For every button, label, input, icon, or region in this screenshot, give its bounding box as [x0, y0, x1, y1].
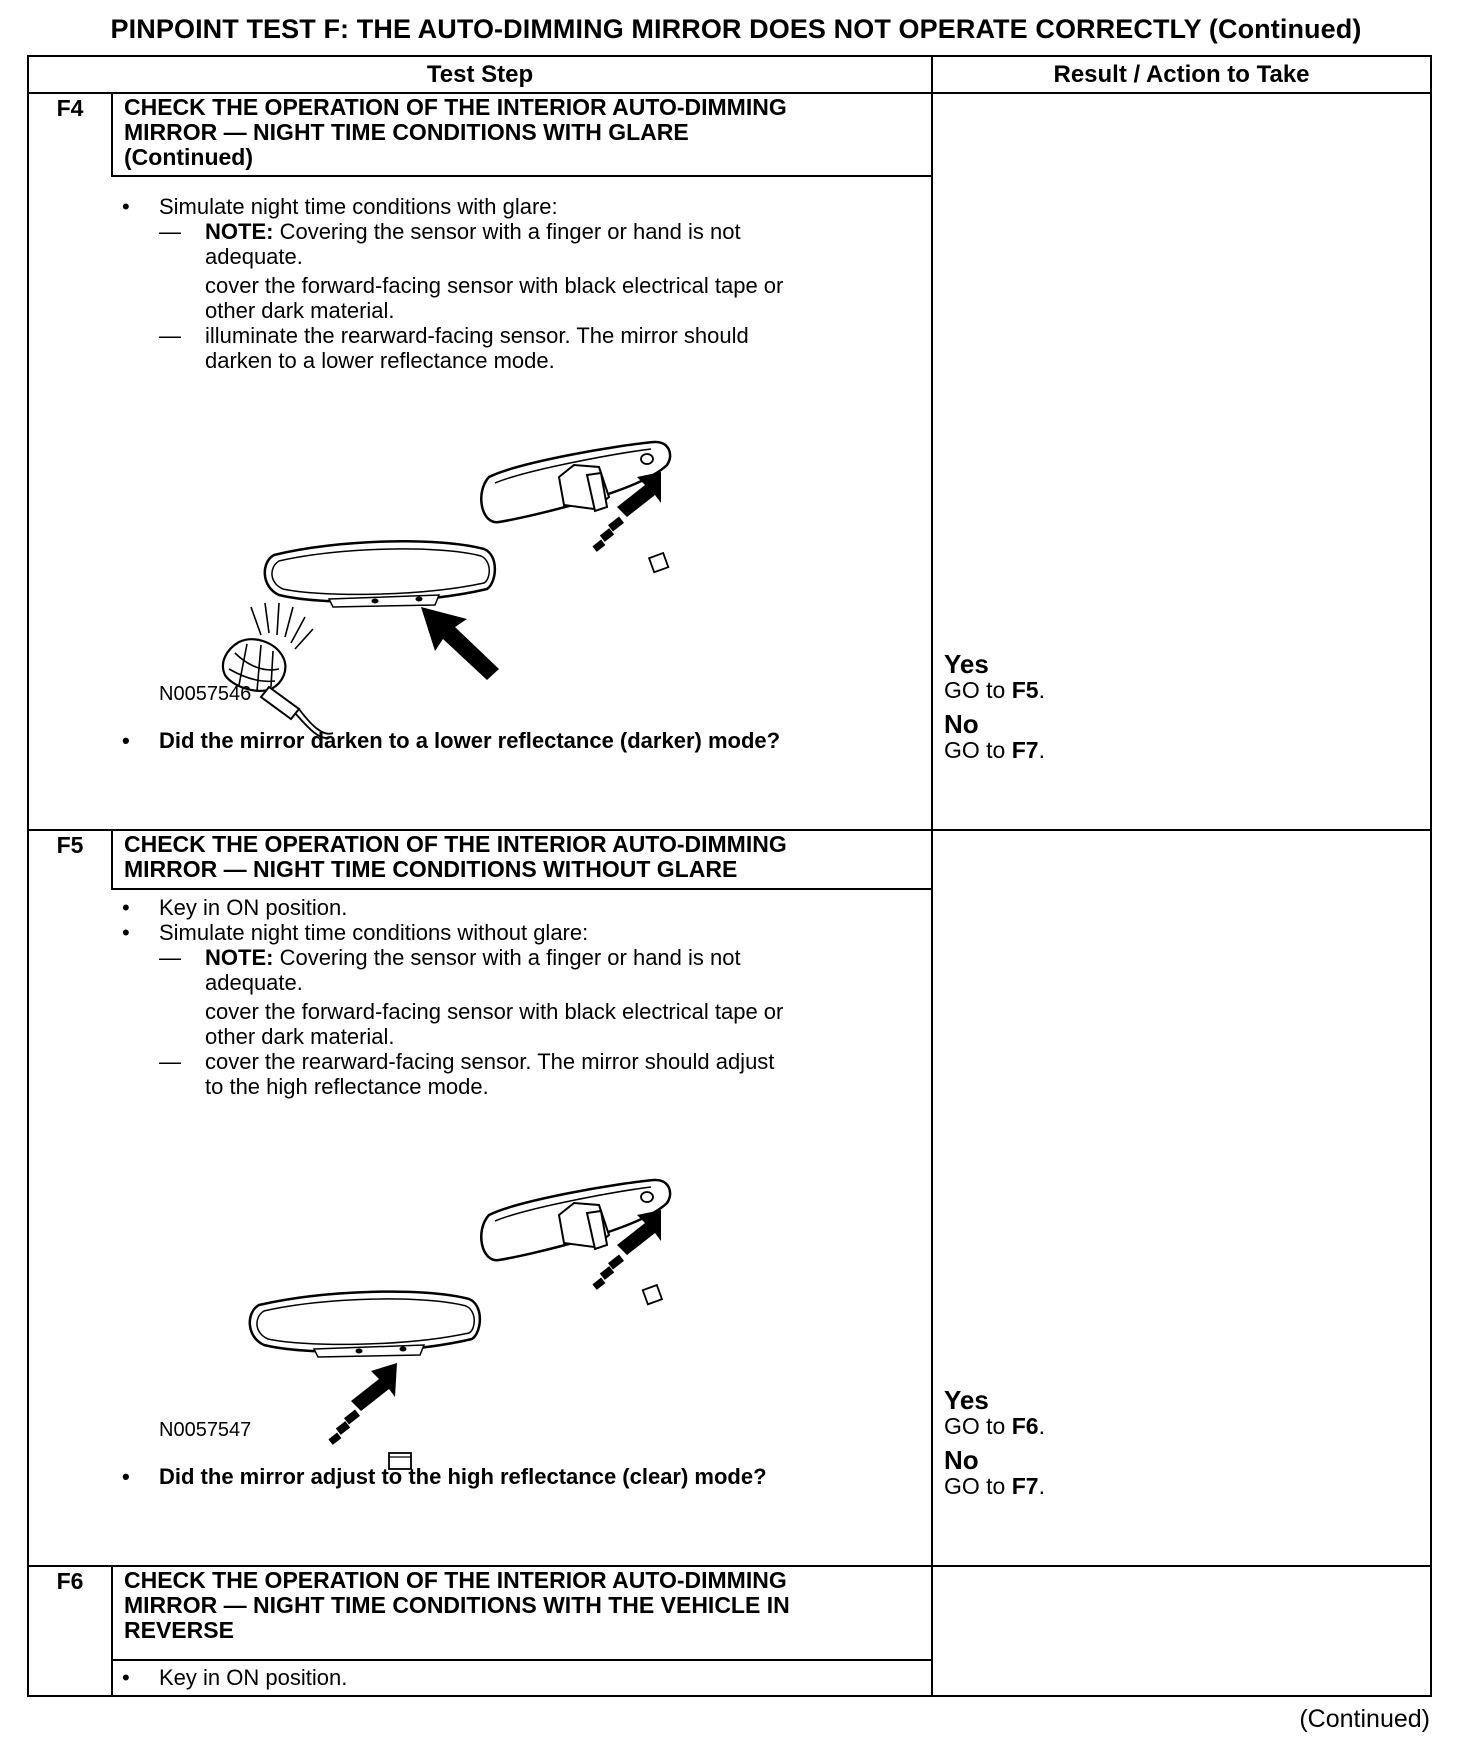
dash-mark: —	[159, 219, 181, 244]
note	[205, 219, 885, 244]
mirror-glare-illustration	[199, 437, 719, 767]
question-text: Did the mirror adjust to the high reflectance (clear) mode?	[159, 1464, 767, 1489]
result-yes-f5: Yes	[944, 1385, 989, 1415]
heading-line: (Continued)	[124, 144, 254, 170]
step-heading-f6	[124, 1568, 904, 1643]
id-divider-f6	[111, 1565, 113, 1695]
pinpoint-table	[27, 55, 1432, 1697]
heading-divider-f6	[111, 1659, 931, 1661]
instruction-line: darken to a lower reflectance mode.	[205, 348, 555, 373]
heading-divider-f4	[111, 175, 931, 177]
step-heading-f5	[124, 832, 904, 882]
id-divider-f4	[111, 92, 113, 175]
bullet-dot: •	[122, 728, 130, 753]
dash-mark: —	[159, 323, 181, 348]
step-heading-f4	[124, 95, 904, 170]
heading-divider-f5	[111, 888, 931, 890]
goto-link-f6[interactable]: F6	[1011, 1413, 1039, 1439]
note-text: Covering the sensor with a finger or hand is not	[273, 219, 741, 244]
bullet-text: Key in ON position.	[159, 1665, 348, 1690]
bullet-dot: •	[122, 1665, 130, 1690]
note-text: Covering the sensor with a finger or hand is not	[273, 945, 741, 970]
heading-line: MIRROR — NIGHT TIME CONDITIONS WITH GLARE	[124, 119, 689, 145]
goto-link-f7[interactable]: F7	[1011, 1473, 1039, 1499]
column-divider	[931, 57, 933, 1695]
note-label: NOTE:	[205, 945, 274, 970]
bullet-dot: •	[122, 895, 130, 920]
column-header-test-step: Test Step	[426, 61, 534, 88]
result-no-f5: No	[944, 1445, 979, 1475]
action-prefix: GO to	[944, 737, 1012, 763]
heading-line: MIRROR — NIGHT TIME CONDITIONS WITH THE VEHICLE IN	[124, 1592, 790, 1618]
mirror-no-glare-illustration	[239, 1175, 739, 1495]
figure-id-f4: N0057546	[159, 683, 252, 705]
result-yes-action-f5: GO to F6.	[944, 1413, 1045, 1439]
id-divider-f5	[111, 829, 113, 888]
step-id-f6: F6	[56, 1568, 84, 1594]
note-label: NOTE:	[205, 219, 274, 244]
result-yes-action-f4: GO to F5.	[944, 677, 1045, 703]
heading-line: CHECK THE OPERATION OF THE INTERIOR AUTO-DIMMING	[124, 94, 787, 120]
instruction-line: other dark material.	[205, 298, 395, 323]
instruction-line: cover the forward-facing sensor with black electrical tape or	[205, 999, 784, 1024]
dash-text: illuminate the rearward-facing sensor. The mirror should	[205, 323, 749, 348]
instruction-line: to the high reflectance mode.	[205, 1074, 489, 1099]
bullet-dot: •	[122, 1464, 130, 1489]
dash-mark: —	[159, 1049, 181, 1074]
heading-line: MIRROR — NIGHT TIME CONDITIONS WITHOUT GLARE	[124, 856, 738, 882]
result-no-action-f5: GO to F7.	[944, 1473, 1045, 1499]
action-prefix: GO to	[944, 1473, 1012, 1499]
bullet-dot: •	[122, 920, 130, 945]
question-text: Did the mirror darken to a lower reflectance (darker) mode?	[159, 728, 781, 753]
figure-id-f5: N0057547	[159, 1419, 252, 1441]
bullet-text: Simulate night time conditions with glare:	[159, 194, 558, 219]
note-continuation: adequate.	[205, 970, 303, 995]
result-no-action-f4: GO to F7.	[944, 737, 1045, 763]
action-prefix: GO to	[944, 1413, 1012, 1439]
note	[205, 945, 885, 970]
bullet-text: Simulate night time conditions without glare:	[159, 920, 589, 945]
instruction-line: other dark material.	[205, 1024, 395, 1049]
result-yes-f4: Yes	[944, 649, 989, 679]
column-header-result: Result / Action to Take	[1053, 61, 1310, 88]
note-continuation: adequate.	[205, 244, 303, 269]
goto-link-f5[interactable]: F5	[1011, 677, 1039, 703]
instruction-line: cover the forward-facing sensor with black electrical tape or	[205, 273, 784, 298]
goto-link-f7[interactable]: F7	[1011, 737, 1039, 763]
dash-text: cover the rearward-facing sensor. The mirror should adjust	[205, 1049, 775, 1074]
page-title: PINPOINT TEST F: THE AUTO-DIMMING MIRROR DOES NOT OPERATE CORRECTLY (Continued)	[110, 14, 1362, 44]
heading-line: CHECK THE OPERATION OF THE INTERIOR AUTO-DIMMING	[124, 831, 787, 857]
step-id-f4: F4	[56, 95, 84, 121]
step-id-f5: F5	[56, 832, 84, 858]
bullet-dot: •	[122, 194, 130, 219]
heading-line: CHECK THE OPERATION OF THE INTERIOR AUTO-DIMMING	[124, 1567, 787, 1593]
result-no-f4: No	[944, 709, 979, 739]
continued-footer: (Continued)	[1299, 1705, 1430, 1733]
heading-line: REVERSE	[124, 1617, 234, 1643]
action-prefix: GO to	[944, 677, 1012, 703]
bullet-text: Key in ON position.	[159, 895, 348, 920]
dash-mark: —	[159, 945, 181, 970]
